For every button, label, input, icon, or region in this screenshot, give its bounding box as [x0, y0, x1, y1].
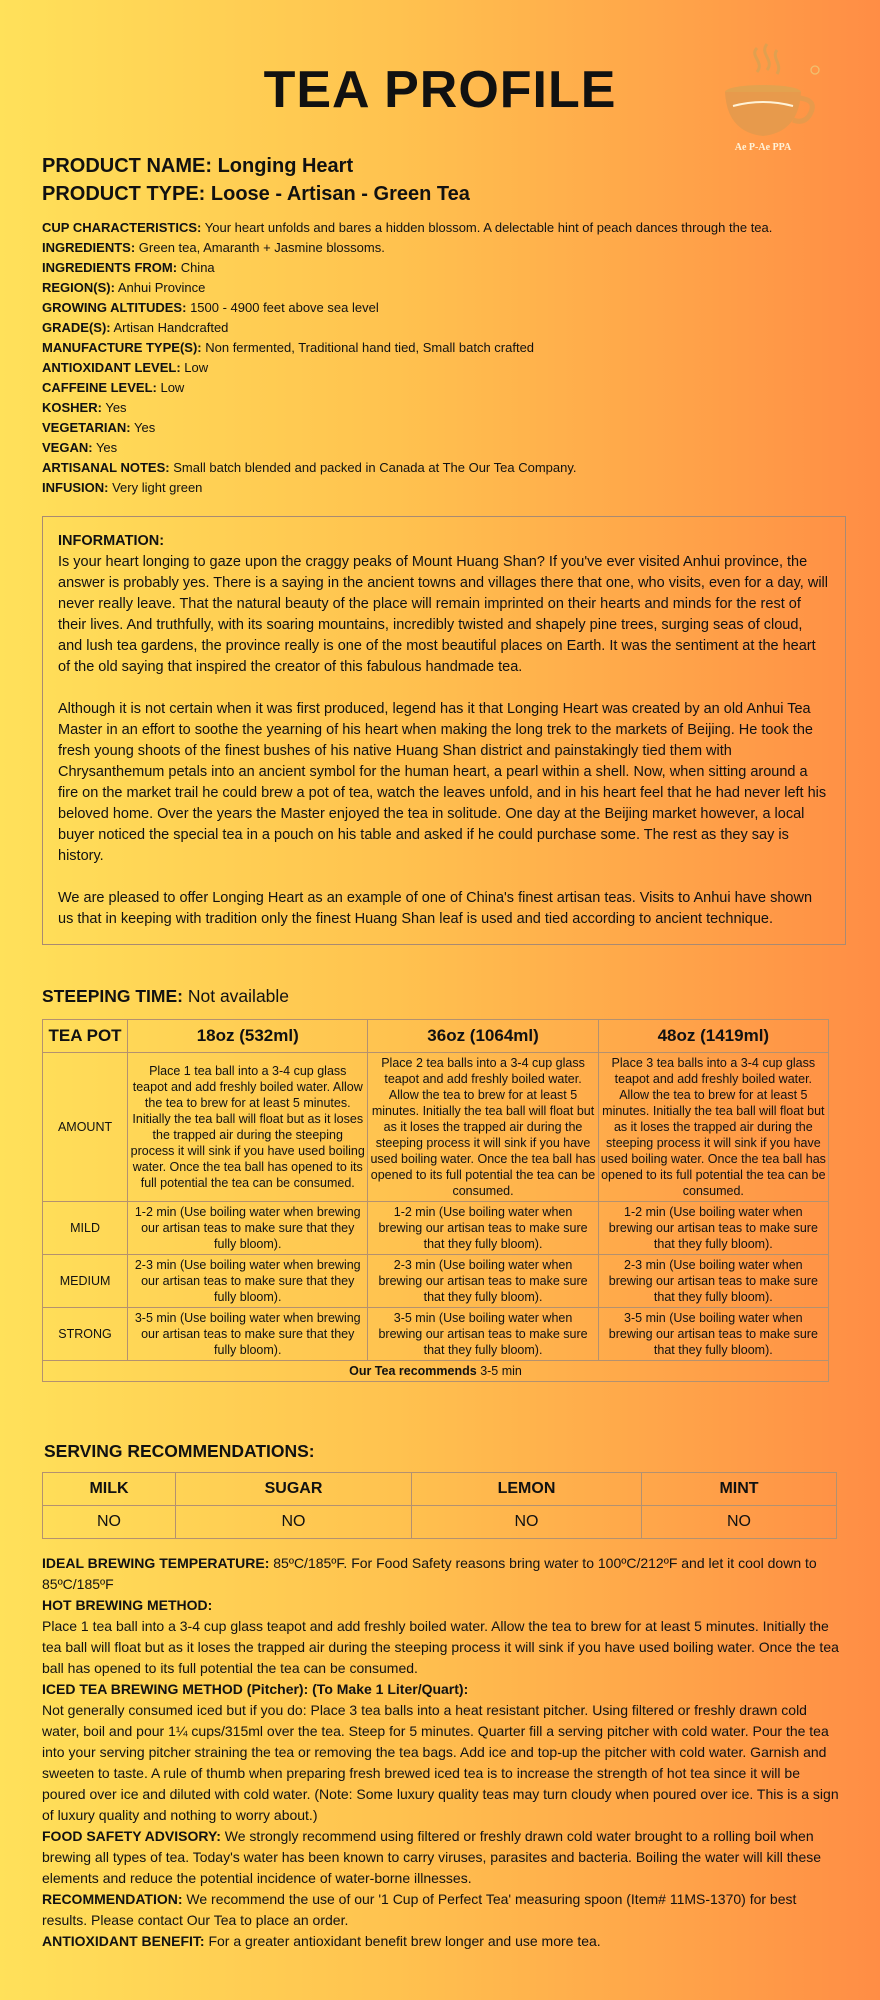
spec-row: GROWING ALTITUDES: 1500 - 4900 feet above sea level	[42, 300, 379, 315]
table-cell: Place 2 tea balls into a 3-4 cup glass teapot and add freshly boiled water. Allow the tea to brew for at least 5 minutes. Initially the tea ball will float but as it loses the trapped air during the steeping process it will sink if you have used boiling water. Once the tea ball has opened to its full potential the tea can be consumed.	[368, 1053, 598, 1202]
table-cell: 1-2 min (Use boiling water when brewing our artisan teas to make sure that they fully bloom).	[368, 1202, 598, 1255]
table-cell: Place 3 tea balls into a 3-4 cup glass teapot and add freshly boiled water. Allow the tea to brew for at least 5 minutes. Initially the tea ball will float but as it loses the trapped air during the steeping process it will sink if you have used boiling water. Once the tea ball has opened to its full potential the tea can be consumed.	[598, 1053, 828, 1202]
logo-text: Ae P-Ae PPA	[734, 142, 792, 153]
table-cell: 1-2 min (Use boiling water when brewing our artisan teas to make sure that they fully bloom).	[598, 1202, 828, 1255]
spec-row: ANTIOXIDANT LEVEL: Low	[42, 360, 209, 375]
table-cell: NO	[412, 1506, 642, 1539]
spec-row: CUP CHARACTERISTICS: Your heart unfolds and bares a hidden blossom. A delectable hint of peach dances through the tea.	[42, 220, 773, 235]
iced-brewing-label: ICED TEA BREWING METHOD (Pitcher): (To Make 1 Liter/Quart):	[42, 1681, 469, 1697]
table-cell: 2-3 min (Use boiling water when brewing our artisan teas to make sure that they fully bloom).	[368, 1255, 598, 1308]
teacup-logo-icon	[705, 40, 825, 155]
table-row	[43, 1255, 829, 1308]
column-header: 48oz (1419ml)	[598, 1020, 828, 1053]
spec-row: INGREDIENTS FROM: China	[42, 260, 215, 275]
information-heading: INFORMATION:	[58, 533, 165, 549]
column-header: MILK	[43, 1473, 176, 1506]
spec-row: MANUFACTURE TYPE(S): Non fermented, Traditional hand tied, Small batch crafted	[42, 340, 535, 355]
table-cell: 3-5 min (Use boiling water when brewing our artisan teas to make sure that they fully bloom).	[368, 1308, 598, 1361]
food-safety: FOOD SAFETY ADVISORY: We strongly recommend using filtered or freshly drawn cold water brought to a rolling boil when brewing all types of tea. Today's water has been known to carry viruses, parasites and bacteria. Boiling the water will kill these elements and reduce the potential incidence of water-borne illnesses.	[42, 1828, 822, 1886]
table-header-row	[43, 1473, 837, 1506]
brewing-section	[42, 1553, 842, 1952]
table-cell: NO	[176, 1506, 412, 1539]
row-label: STRONG	[43, 1308, 128, 1361]
information-paragraph: Is your heart longing to gaze upon the craggy peaks of Mount Huang Shan? If you've ever visited Anhui province, the answer is probably yes. There is a saying in the ancient towns and villages there that one, who visits, even for a day, will never really leave. That the natural beauty of the place will remain imprinted on their hearts and minds for the rest of their lives. And truthfully, with its soaring mountains, incredibly twisted and shapely pine trees, surging seas of cloud, and lush tea gardens, the province really is one of the most beautiful places on Earth. It was the sentiment at the heart of the old saying that inspired the creator of this fabulous handmade tea.	[58, 554, 828, 675]
spec-list	[42, 218, 842, 498]
table-cell: 2-3 min (Use boiling water when brewing our artisan teas to make sure that they fully bloom).	[598, 1255, 828, 1308]
table-cell: 3-5 min (Use boiling water when brewing our artisan teas to make sure that they fully bloom).	[128, 1308, 368, 1361]
product-name: PRODUCT NAME: Longing Heart	[42, 155, 354, 177]
spec-row: GRADE(S): Artisan Handcrafted	[42, 320, 229, 335]
spec-row: INGREDIENTS: Green tea, Amaranth + Jasmine blossoms.	[42, 240, 385, 255]
spec-row: VEGETARIAN: Yes	[42, 420, 156, 435]
column-header: 18oz (532ml)	[128, 1020, 368, 1053]
table-cell: 1-2 min (Use boiling water when brewing our artisan teas to make sure that they fully bloom).	[128, 1202, 368, 1255]
information-paragraph: Although it is not certain when it was first produced, legend has it that Longing Heart was created by an old Anhui Tea Master in an effort to soothe the yearning of his heart when making the long trek to the markets of Beijing. He took the fresh young shoots of the finest bushes of his native Huang Shan district and painstakingly tied them with Chrysanthemum petals into an ancient symbol for the human heart, a pearl within a shell. Now, when sitting around a fire on the market trail he could brew a pot of tea, watch the leaves unfold, and in his heart feel that he had never left his beloved home. Over the years the Master enjoyed the tea in solitude. One day at the Beijing market however, a local buyer noticed the special tea in a pouch on his table and asked if he could purchase some. The rest as they say is history.	[58, 701, 827, 864]
table-cell: NO	[43, 1506, 176, 1539]
product-header	[42, 152, 470, 208]
column-header: TEA POT	[43, 1020, 128, 1053]
brewing-temperature: IDEAL BREWING TEMPERATURE: 85ºC/185ºF. For Food Safety reasons bring water to 100ºC/212ºF and let it cool down to 85ºC/185ºF	[42, 1555, 817, 1592]
column-header: LEMON	[412, 1473, 642, 1506]
serving-title: SERVING RECOMMENDATIONS:	[44, 1441, 315, 1461]
table-row	[43, 1308, 829, 1361]
table-cell: Place 1 tea ball into a 3-4 cup glass teapot and add freshly boiled water. Allow the tea to brew for at least 5 minutes. Initially the tea ball will float but as it loses the trapped air during the steeping process it will sink if you have used boiling water. Once the tea ball has opened to its full potential the tea can be consumed.	[128, 1053, 368, 1202]
column-header: SUGAR	[176, 1473, 412, 1506]
information-paragraph: We are pleased to offer Longing Heart as an example of one of China's finest artisan teas. Visits to Anhui have shown us that in keeping with tradition only the finest Huang Shan leaf is used and tied according to ancient technique.	[58, 890, 813, 927]
table-cell: 2-3 min (Use boiling water when brewing our artisan teas to make sure that they fully bloom).	[128, 1255, 368, 1308]
hot-brewing-label: HOT BREWING METHOD:	[42, 1597, 213, 1613]
spec-row: VEGAN: Yes	[42, 440, 118, 455]
row-label: MEDIUM	[43, 1255, 128, 1308]
serving-table	[42, 1472, 837, 1539]
spec-row: ARTISANAL NOTES: Small batch blended and packed in Canada at The Our Tea Company.	[42, 460, 577, 475]
steeping-time: STEEPING TIME: Not available	[42, 986, 290, 1006]
iced-brewing-text: Not generally consumed iced but if you do: Place 3 tea balls into a heat resistant pitcher. Using filtered or freshly drawn cold water, boil and pour 1¼ cups/315ml over the tea. Steep for 5 minutes. Quarter fill a serving pitcher with cold water. Pour the tea into your serving pitcher straining the tea or removing the tea bags. Add ice and top-up the pitcher with cold water. Garnish and sweeten to taste. A rule of thumb when preparing fresh brewed iced tea is to increase the strength of hot tea since it will be poured over ice and diluted with cold water. (Note: Some luxury quality teas may turn cloudy when poured over ice. This is a sign of luxury quality and nothing to worry about.)	[42, 1702, 839, 1823]
table-row	[43, 1053, 829, 1202]
table-row	[43, 1202, 829, 1255]
page-title: TEA PROFILE	[263, 61, 617, 119]
steeping-table	[42, 1019, 829, 1382]
table-row	[43, 1361, 829, 1382]
row-label: MILD	[43, 1202, 128, 1255]
information-box	[42, 516, 846, 945]
recommendation: RECOMMENDATION: We recommend the use of our '1 Cup of Perfect Tea' measuring spoon (Item# 11MS-1370) for best results. Please contact Our Tea to place an order.	[42, 1891, 797, 1928]
hot-brewing-text: Place 1 tea ball into a 3-4 cup glass teapot and add freshly boiled water. Allow the tea to brew for at least 5 minutes. Initially the tea ball will float but as it loses the trapped air during the steeping process it will sink if you have used boiling water. Once the tea ball has opened to its full potential the tea can be consumed.	[42, 1618, 839, 1676]
table-cell: NO	[642, 1506, 837, 1539]
table-cell: 3-5 min (Use boiling water when brewing our artisan teas to make sure that they fully bloom).	[598, 1308, 828, 1361]
column-header: MINT	[642, 1473, 837, 1506]
spec-row: REGION(S): Anhui Province	[42, 280, 206, 295]
product-type: PRODUCT TYPE: Loose - Artisan - Green Tea	[42, 183, 470, 205]
recommendation-cell: Our Tea recommends 3-5 min	[43, 1361, 829, 1382]
spec-row: KOSHER: Yes	[42, 400, 127, 415]
antioxidant-benefit: ANTIOXIDANT BENEFIT: For a greater antioxidant benefit brew longer and use more tea.	[42, 1933, 601, 1949]
column-header: 36oz (1064ml)	[368, 1020, 598, 1053]
row-label: AMOUNT	[43, 1053, 128, 1202]
table-row	[43, 1506, 837, 1539]
spec-row: INFUSION: Very light green	[42, 480, 203, 495]
table-header-row	[43, 1020, 829, 1053]
spec-row: CAFFEINE LEVEL: Low	[42, 380, 185, 395]
